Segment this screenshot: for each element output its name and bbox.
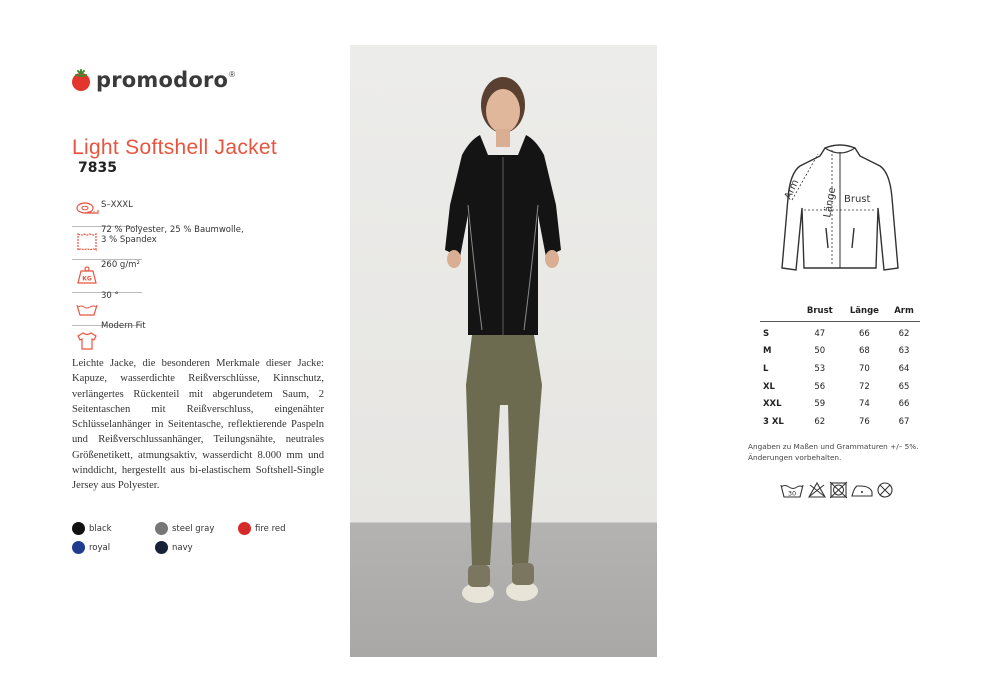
spec-sizes-text: S–XXXL [101, 200, 133, 210]
length-cell: 70 [859, 363, 870, 374]
product-title: Light Softshell Jacket [72, 136, 278, 159]
table-row [760, 378, 920, 396]
chest-cell: 56 [814, 381, 826, 392]
spec-material-line1: 72 % Polyester, 25 % Baumwolle, [101, 225, 244, 235]
spec-fit-text: Modern Fit [101, 321, 146, 331]
arm-cell: 62 [898, 328, 910, 339]
spec-weight-text: 260 g/m² [101, 260, 140, 270]
washing-temperature-icon [75, 298, 99, 318]
table-row [760, 360, 920, 378]
size-table-header [760, 304, 920, 322]
swatch-dot [72, 541, 85, 554]
size-cell: XL [763, 381, 775, 392]
table-row [760, 413, 920, 431]
swatch-navy[interactable] [155, 541, 193, 554]
chest-cell: 50 [814, 346, 826, 357]
length-cell: 68 [859, 346, 870, 357]
no-bleach-icon [809, 483, 825, 497]
wash-temp-label: 30 [787, 489, 797, 498]
chest-cell: 62 [814, 416, 826, 427]
arm-cell: 66 [898, 399, 910, 410]
swatch-dot [155, 522, 168, 535]
size-tape-icon [75, 199, 99, 219]
arm-cell: 63 [898, 346, 910, 357]
swatch-black[interactable] [72, 522, 112, 535]
jacket-size-diagram [770, 138, 910, 288]
table-row [760, 395, 920, 413]
product-photo [350, 45, 657, 657]
swatch-label: black [89, 523, 112, 534]
swatch-royal[interactable] [72, 541, 110, 554]
swatch-fire-red[interactable] [238, 522, 286, 535]
table-row [760, 322, 920, 343]
swatch-label: royal [89, 542, 111, 553]
size-cell: XXL [763, 399, 782, 410]
size-table [760, 304, 920, 431]
swatch-label: navy [172, 542, 193, 553]
registered-mark: ® [229, 69, 236, 79]
length-cell: 74 [859, 399, 870, 410]
measurement-note [748, 442, 938, 463]
tumble-dry-icon [830, 482, 847, 498]
arm-cell: 67 [898, 416, 910, 427]
tomato-icon [70, 68, 92, 92]
swatch-label: steel gray [172, 523, 215, 534]
size-cell: S [763, 328, 770, 339]
weight-badge: KG [82, 275, 92, 283]
note-line-2: Änderungen vorbehalten. [748, 452, 842, 462]
arm-cell: 65 [898, 381, 910, 392]
diagram-arm-label: Arm [782, 178, 802, 202]
color-swatches [72, 520, 332, 560]
length-cell: 72 [859, 381, 870, 392]
swatch-steel-gray[interactable] [155, 522, 214, 535]
swatch-dot [238, 522, 251, 535]
header-size [760, 304, 799, 322]
spec-material-text [101, 225, 244, 245]
table-row [760, 343, 920, 361]
spec-wash-text: 30 ° [101, 291, 119, 301]
length-cell: 66 [859, 328, 870, 339]
care-symbols [780, 481, 900, 499]
brand-logo [70, 68, 235, 92]
no-dry-clean-icon [878, 483, 892, 497]
brand-name: promodoro [96, 68, 229, 92]
header-length: Länge [841, 304, 888, 322]
length-cell: 76 [859, 416, 870, 427]
fabric-icon [75, 232, 99, 252]
spec-material-line2: 3 % Spandex [101, 235, 157, 245]
iron-icon [852, 486, 872, 496]
arm-cell: 64 [898, 363, 910, 374]
fit-shirt-icon [75, 331, 99, 351]
article-number: 7835 [78, 160, 117, 176]
size-cell: 3 XL [763, 416, 784, 427]
weight-icon [75, 265, 99, 285]
diagram-chest-label: Brust [844, 194, 871, 205]
product-description: Leichte Jacke, die besonderen Merkmale dieser Jacke: Kapuze, wasserdichte Reißverschlüsse, Kinnschutz, verlängertes Rückenteil mit abgerundetem Saum, 2 Seitentaschen mit Reißverschluss, eingenähter Schlüsselanhänger in Seitentasche, reflektierende Paspeln und Reißverschlussanhänger, Teilungsnähte, neutrales Größenetikett, atmungsaktiv, wasserdicht 8.000 mm und winddicht, hergestellt aus bi-elastischem Softshell-Single Jersey aus Polyester. [72, 358, 324, 492]
size-cell: L [763, 363, 769, 374]
header-chest: Brust [799, 304, 841, 322]
wash-30-icon [781, 485, 803, 498]
diagram-length-label: Länge [822, 186, 839, 219]
chest-cell: 53 [814, 363, 826, 374]
swatch-dot [72, 522, 85, 535]
swatch-dot [155, 541, 168, 554]
size-cell: M [763, 346, 772, 357]
spec-row-sizes [72, 193, 142, 227]
chest-cell: 47 [814, 328, 826, 339]
header-arm: Arm [888, 304, 920, 322]
model-illustration [350, 45, 657, 657]
swatch-label: fire red [255, 523, 286, 534]
note-line-1: Angaben zu Maßen und Grammaturen +/– 5%. [748, 442, 919, 451]
chest-cell: 59 [814, 399, 826, 410]
